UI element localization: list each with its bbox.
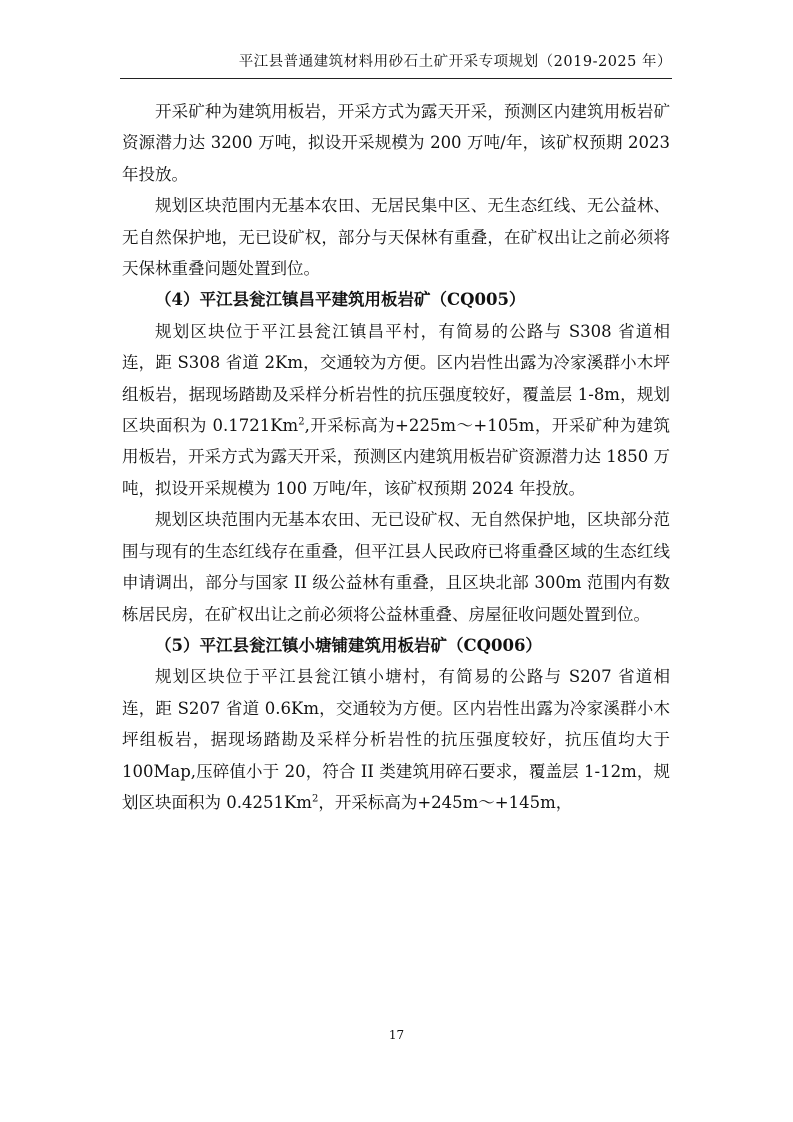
text-segment: 规划区块位于平江县瓮江镇昌平村，有简易的公路与 S308 省道相连，距 S308 省道 2Km，交通较为方便。区内岩性出露为冷家溪群小木坪组板岩，据现场踏勘及采样分析岩性的抗压强度较好，覆盖层 1-8m，规划区块面积为 0.1721Km — [122, 321, 670, 436]
paragraph-cq006-description — [122, 661, 670, 818]
paragraph: 规划区块范围内无基本农田、无居民集中区、无生态红线、无公益林、无自然保护地，无已设矿权，部分与天保林有重叠，在矿权出让之前必须将天保林重叠问题处置到位。 — [122, 196, 670, 279]
document-body — [122, 96, 670, 818]
header-title: 平江县普通建筑材料用砂石土矿开采专项规划（2019-2025 年） — [238, 54, 672, 70]
page-number: 17 — [388, 1028, 405, 1042]
paragraph: 规划区块范围内无基本农田、无已设矿权、无自然保护地，区块部分范围与现有的生态红线存在重叠，但平江县人民政府已将重叠区域的生态红线申请调出，部分与国家 II 级公益林有重叠，且区块北部 300m 范围内有数栋居民房，在矿权出让之前必须将公益林重叠、房屋征收问题处置到位。 — [122, 510, 670, 624]
section-heading-cq006: （5）平江县瓮江镇小塘铺建筑用板岩矿（CQ006） — [155, 635, 542, 655]
running-header — [120, 52, 672, 79]
text-segment: ,开采标高为+225m～+105m，开采矿种为建筑用板岩，开采方式为露天开采，预测区内建筑用板岩矿资源潜力达 1850 万吨，拟设开采规模为 100 万吨/年，该矿权预期 2024 年投放。 — [122, 416, 670, 498]
section-heading-cq005: （4）平江县瓮江镇昌平建筑用板岩矿（CQ005） — [155, 290, 526, 310]
text-segment: ，开采标高为+245m～+145m， — [318, 792, 573, 812]
paragraph: 开采矿种为建筑用板岩，开采方式为露天开采，预测区内建筑用板岩矿资源潜力达 3200 万吨，拟设开采规模为 200 万吨/年，该矿权预期 2023 年投放。 — [122, 102, 670, 184]
superscript: 2 — [298, 416, 305, 428]
paragraph-cq005-description — [122, 316, 670, 504]
text-segment: 规划区块位于平江县瓮江镇小塘村，有简易的公路与 S207 省道相连，距 S207 省道 0.6Km，交通较为方便。区内岩性出露为冷家溪群小木坪组板岩，据现场踏勘及采样分析岩性的抗压强度较好，抗压值均大于 100Map,压碎值小于 20，符合 II 类建筑用碎石要求，覆盖层 1-12m，规划区块面积为 0.4251Km — [122, 667, 670, 812]
superscript: 2 — [311, 793, 319, 805]
